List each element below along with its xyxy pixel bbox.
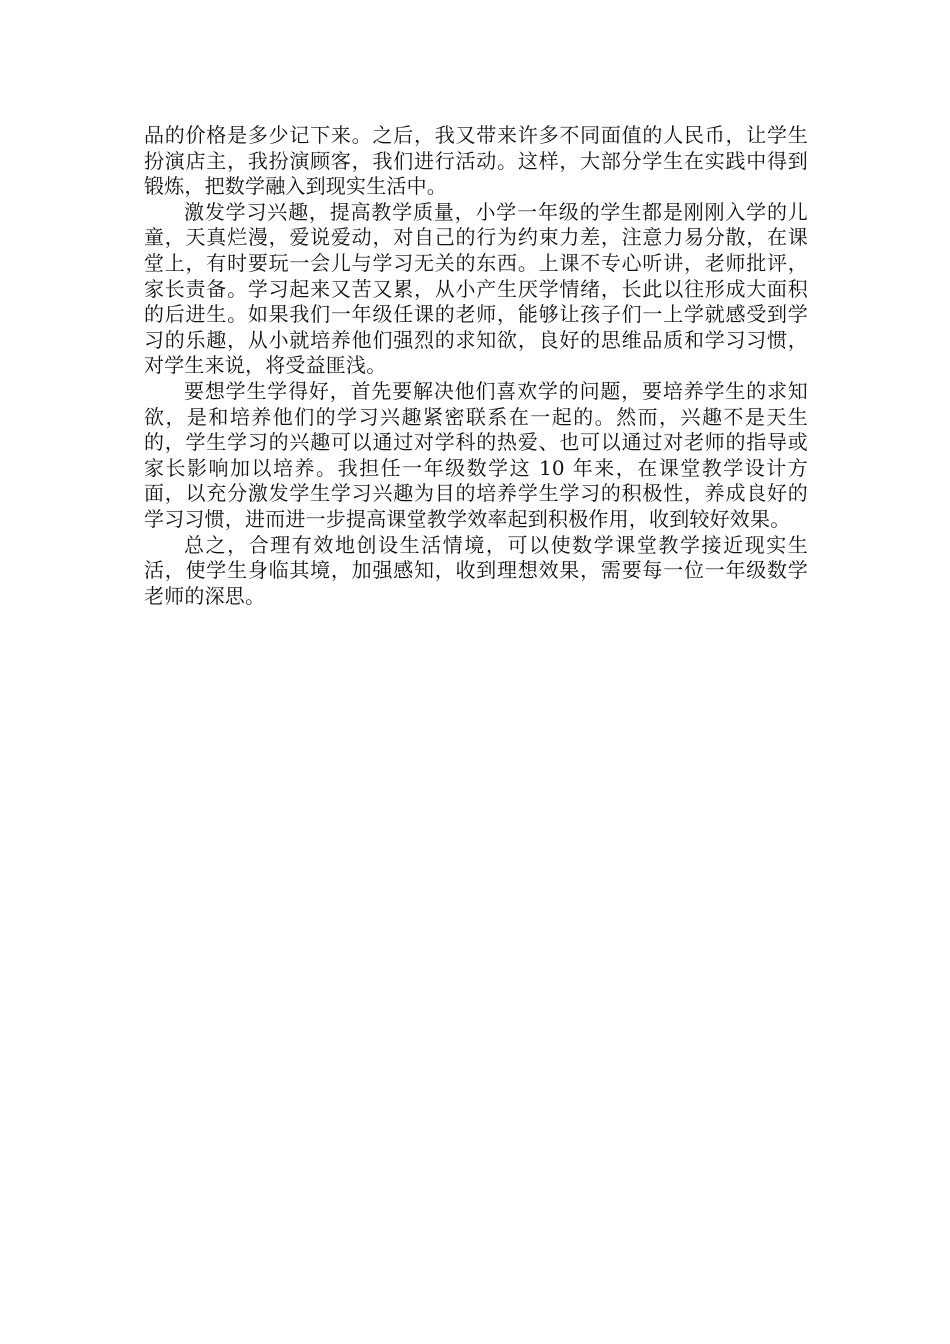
paragraph-1: 品的价格是多少记下来。之后，我又带来许多不同面值的人民币，让学生扮演店主，我扮演顾客，我们进行活动。这样，大部分学生在实践中得到锻炼，把数学融入到现实生活中。	[144, 123, 808, 199]
paragraph-2: 激发学习兴趣，提高教学质量，小学一年级的学生都是刚刚入学的儿童，天真烂漫，爱说爱动，对自己的行为约束力差，注意力易分散，在课堂上，有时要玩一会儿与学习无关的东西。上课不专心听讲，老师批评，家长责备。学习起来又苦又累，从小产生厌学情绪，长此以往形成大面积的后进生。如果我们一年级任课的老师，能够让孩子们一上学就感受到学习的乐趣，从小就培养他们强烈的求知欲，良好的思维品质和学习习惯，对学生来说，将受益匪浅。	[144, 199, 808, 378]
paragraph-4: 总之，合理有效地创设生活情境，可以使数学课堂教学接近现实生活，使学生身临其境，加强感知，收到理想效果，需要每一位一年级数学老师的深思。	[144, 532, 808, 608]
paragraph-3: 要想学生学得好，首先要解决他们喜欢学的问题，要培养学生的求知欲，是和培养他们的学习兴趣紧密联系在一起的。然而，兴趣不是天生的，学生学习的兴趣可以通过对学科的热爱、也可以通过对老师的指导或家长影响加以培养。我担任一年级数学这 10 年来，在课堂教学设计方面，以充分激发学生学习兴趣为目的培养学生学习的积极性，养成良好的学习习惯，进而进一步提高课堂教学效率起到积极作用，收到较好效果。	[144, 378, 808, 531]
document-body	[144, 123, 808, 609]
